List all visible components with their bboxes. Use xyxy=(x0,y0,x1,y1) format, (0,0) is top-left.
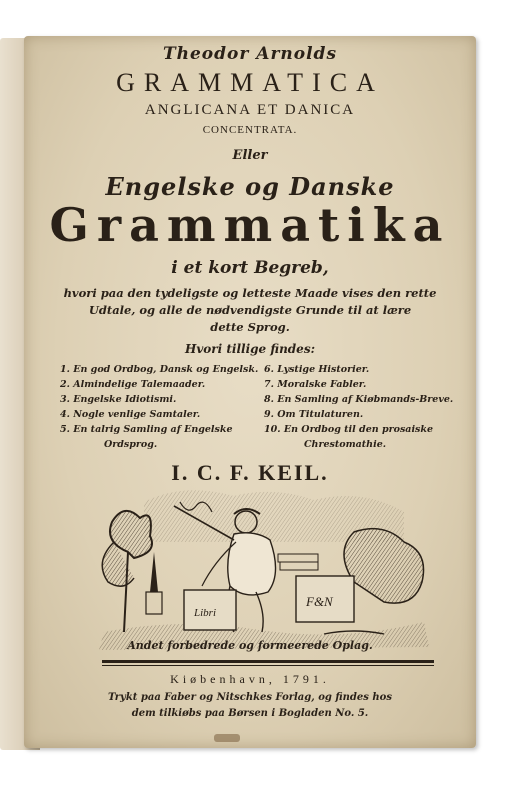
mercury-engraving xyxy=(84,482,434,654)
list-item: 1. En god Ordbog, Dansk og Engelsk. xyxy=(60,364,259,375)
concentrata-line: CONCENTRATA. xyxy=(202,124,298,136)
imprint-line: dem tilkiøbs paa Børsen i Bogladen No. 5. xyxy=(131,708,369,719)
author-name: Theodor Arnolds xyxy=(162,44,338,64)
fn-label: F&N xyxy=(306,594,333,609)
description-line: hvori paa den tydeligste og letteste Maade vises den rette xyxy=(63,286,437,300)
danish-subtitle: Engelske og Danske xyxy=(105,172,395,201)
list-item: 10. En Ordbog til den prosaiske xyxy=(264,424,434,435)
latin-subtitle: ANGLICANA ET DANICA xyxy=(144,102,356,118)
city-year: Kiøbenhavn, 1791. xyxy=(170,672,330,686)
kort-begreb-line: i et kort Begreb, xyxy=(171,258,329,278)
description-line: Udtale, og alle de nødvendigste Grunde til at lære xyxy=(88,303,412,317)
divider-rule xyxy=(102,660,434,663)
list-item: 7. Moralske Fabler. xyxy=(264,379,367,390)
imprint-line: Trykt paa Faber og Nitschkes Forlag, og findes hos xyxy=(108,692,392,703)
list-item: Chrestomathie. xyxy=(304,439,387,450)
list-item: 6. Lystige Historier. xyxy=(264,364,370,375)
contents-heading: Hvori tillige findes: xyxy=(184,342,315,356)
list-item: 4. Nogle venlige Samtaler. xyxy=(60,409,201,420)
divider-rule-thin xyxy=(102,665,434,666)
libri-label: Libri xyxy=(194,607,217,619)
eller-line: Eller xyxy=(232,148,268,163)
list-item: 3. Engelske Idiotismi. xyxy=(60,394,177,405)
title-page xyxy=(24,36,476,748)
list-item: 5. En talrig Samling af Engelske xyxy=(60,424,233,435)
list-item: 8. En Samling af Kiøbmands-Breve. xyxy=(264,394,454,405)
description-line: dette Sprog. xyxy=(210,320,290,334)
edition-line: Andet forbedrede og formeerede Oplag. xyxy=(127,639,373,652)
list-item: 9. Om Titulaturen. xyxy=(264,409,364,420)
latin-title: GRAMMATICA xyxy=(116,68,384,97)
page-stain xyxy=(214,734,240,742)
list-item: Ordsprog. xyxy=(104,439,158,450)
editor-name: I. C. F. KEIL. xyxy=(171,460,329,485)
list-item: 2. Almindelige Talemaader. xyxy=(60,379,206,390)
contents-list-left xyxy=(60,362,258,452)
danish-title: Grammatika xyxy=(49,198,451,252)
contents-list-right xyxy=(264,362,453,452)
